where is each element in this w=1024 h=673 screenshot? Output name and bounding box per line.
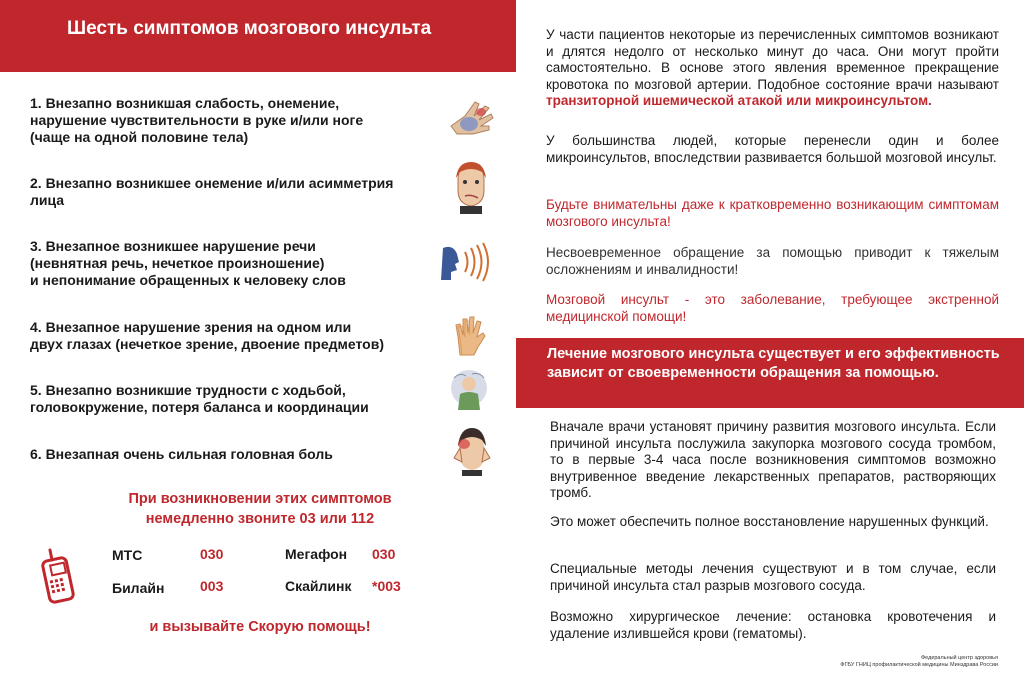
- symptom-4: 4. Внезапное нарушение зрения на одном или двух глазах (нечеткое зрение, двоение предметов): [30, 319, 384, 352]
- symptom-1: 1. Внезапно возникшая слабость, онемение, нарушение чувствительности в руке и/или ноге (чаще на одной половине тела): [30, 95, 364, 145]
- blurred-hand-icon: [452, 313, 488, 357]
- ambulance-call: и вызывайте Скорую помощь!: [149, 619, 371, 635]
- dizzy-person-icon: [446, 368, 492, 412]
- treatment-paragraph-4: Возможно хирургическое лечение: остановка кровотечения и удаление излившейся крови (гематомы).: [550, 609, 996, 641]
- headache-icon: [452, 428, 492, 476]
- symptom-3: 3. Внезапное возникшее нарушение речи (невнятная речь, нечеткое произношение) и непонимание обращенных к человеку слов: [30, 238, 346, 288]
- symptom-5: 5. Внезапно возникшие трудности с ходьбой, головокружение, потеря баланса и координации: [30, 382, 369, 415]
- call-instructions: При возникновении этих симптомов немедленно звоните 03 или 112: [128, 491, 392, 527]
- emergency-warning: Мозговой инсульт - это заболевание, требующее экстренной медицинской помощи!: [546, 292, 999, 324]
- tia-highlight: транзиторной ишемической атакой или микроинсультом.: [546, 93, 932, 108]
- treatment-paragraph-3: Специальные методы лечения существуют и в том случае, если причиной инсульта стал разрыв мозгового сосуда.: [550, 561, 996, 593]
- operator-skylink: Скайлинк: [285, 578, 352, 594]
- symptom-6: 6. Внезапная очень сильная головная боль: [30, 446, 333, 462]
- operator-mts: МТС: [112, 547, 143, 563]
- consequence-paragraph: У большинства людей, которые перенесли один и более микроинсультов, впоследствии развивается большой мозговой инсульт.: [546, 133, 999, 165]
- footer-credit: Федеральный центр здоровья ФГБУ ГНИЦ профилактической медицины Минздрава России: [840, 655, 998, 668]
- delay-warning: Несвоевременное обращение за помощью приводит к тяжелым осложнениям и инвалидности!: [546, 245, 999, 277]
- symptom-2: 2. Внезапно возникшее онемение и/или асимметрия лица: [30, 175, 394, 208]
- operator-beeline-code: 003: [200, 578, 224, 594]
- attention-warning: Будьте внимательны даже к кратковременно возникающим симптомам мозгового инсульта!: [546, 197, 999, 229]
- operator-megafon: Мегафон: [285, 546, 348, 562]
- left-title-banner: [0, 0, 516, 72]
- treatment-paragraph-1: Вначале врачи установят причину развития мозгового инсульта. Если причиной инсульта послужила закупорка мозгового сосуда тромбом, то в первые 3-4 часа после возникновения симптомов возможно внутривенное введение лекарственных препаратов, растворяющих тромб.: [550, 419, 996, 500]
- operator-beeline: Билайн: [112, 580, 165, 596]
- treatment-banner: [516, 338, 1024, 408]
- left-title: Шесть симптомов мозгового инсульта: [67, 18, 432, 39]
- microstroke-paragraph: У части пациентов некоторые из перечисленных симптомов возникают и длятся недолго от несколько минут до часа. Они могут пройти самостоятельно. В основе этого явления временное прекращение кровотока по мозговой артерии. Подобное состояние врачи называют транзиторной ишемической атакой или микроинсультом.: [546, 27, 999, 108]
- hand-icon: [445, 96, 499, 138]
- mobile-phone-icon: [40, 546, 80, 604]
- speech-icon: [437, 240, 497, 282]
- operator-skylink-code: *003: [372, 578, 401, 594]
- operator-megafon-code: 030: [372, 546, 396, 562]
- treatment-paragraph-2: Это может обеспечить полное восстановление нарушенных функций.: [550, 514, 989, 529]
- face-icon: [450, 160, 492, 214]
- treatment-banner-text: Лечение мозгового инсульта существует и его эффективность зависит от своевременности обращения за помощью.: [547, 346, 1000, 381]
- operator-mts-code: 030: [200, 546, 224, 562]
